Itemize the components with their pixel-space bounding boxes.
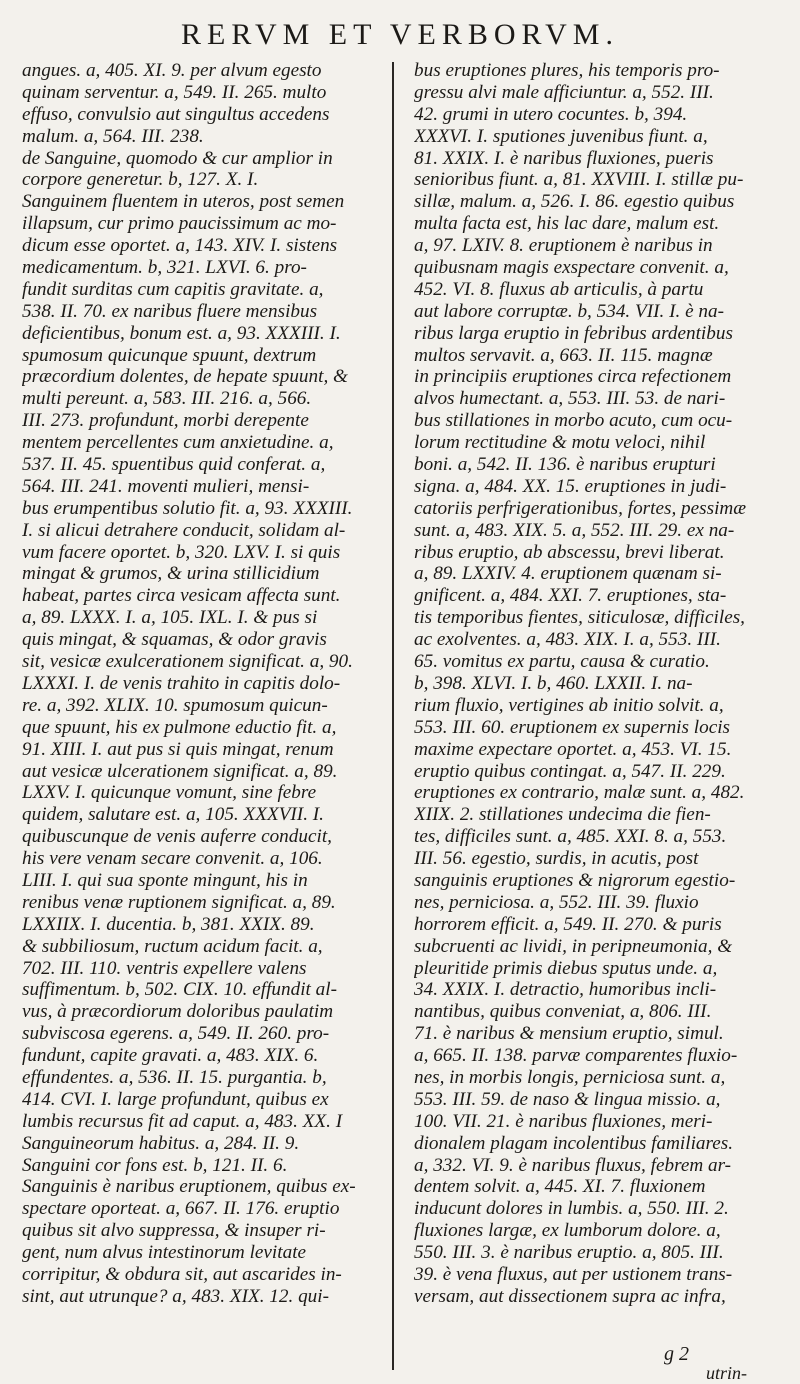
running-title: RERVM ET VERBORVM. [181, 18, 619, 51]
text-line: b, 398. XLVI. I. b, 460. LXXII. I. na- [414, 672, 693, 694]
text-line: gnificent. a, 484. XXI. 7. eruptiones, sta- [414, 585, 727, 607]
text-line: mingat & grumos, & urina stillicidium [22, 563, 320, 585]
text-line: versam, aut dissectionem supra ac infra, [414, 1285, 726, 1307]
text-line: in principiis eruptiones circa refectionem [414, 366, 732, 388]
text-line: gent, num alvus intestinorum levitate [22, 1242, 307, 1264]
text-line: nes, perniciosa. a, 552. III. 39. fluxio [414, 891, 699, 913]
text-line: quidem, salutare est. a, 105. XXXVII. I. [22, 804, 324, 826]
text-line: 553. III. 59. de naso & lingua missio. a, [414, 1088, 721, 1110]
text-line: Sanguineorum habitus. a, 284. II. 9. [22, 1132, 300, 1154]
text-line: 39. è vena fluxus, aut per ustionem trans- [414, 1263, 733, 1285]
text-line: 414. CVI. I. large profundunt, quibus ex [22, 1088, 329, 1110]
text-line: vus, à præcordiorum doloribus paulatim [22, 1001, 334, 1023]
text-line: re. a, 392. XLIX. 10. spumosum quicun- [22, 694, 328, 716]
text-line: 537. II. 45. spuentibus quid conferat. a, [22, 454, 326, 476]
text-line: corripitur, & obdura sit, aut ascarides in- [22, 1263, 342, 1285]
text-line: 34. XXIX. I. detractio, humoribus incli- [414, 979, 717, 1001]
text-line: spectare oporteat. a, 667. II. 176. eruptio [22, 1198, 340, 1220]
text-line: tis temporibus fientes, siticulosæ, difficiles, [414, 607, 745, 629]
text-line: corpore generetur. b, 127. X. I. [22, 169, 259, 191]
text-line: suffimentum. b, 502. CIX. 10. effundit al- [22, 979, 337, 1001]
text-line: Sanguinis è naribus eruptionem, quibus ex- [22, 1176, 356, 1198]
text-line: illapsum, cur primo paucissimum ac mo- [22, 213, 337, 235]
text-line: que spuunt, his ex pulmone eductio fit. a, [22, 716, 337, 738]
text-line: renibus venæ ruptionem significat. a, 89. [22, 891, 336, 913]
text-line: a, 97. LXIV. 8. eruptionem è naribus in [414, 235, 713, 257]
text-line: spumosum quicunque spuunt, dextrum [22, 344, 317, 366]
text-line: LXXV. I. quicunque vomunt, sine febre [22, 782, 317, 804]
text-line: LIII. I. qui sua sponte mingunt, his in [22, 869, 308, 891]
text-line: LXXXI. I. de venis trahito in capitis dolo- [22, 672, 341, 694]
text-line: 452. VI. 8. fluxus ab articulis, à partu [414, 278, 704, 300]
text-line: medicamentum. b, 321. LXVI. 6. pro- [22, 257, 307, 279]
text-line: 71. è naribus & mensium eruptio, simul. [414, 1023, 724, 1045]
text-line: dentem solvit. a, 445. XI. 7. fluxionem [414, 1176, 706, 1198]
text-line: tes, difficiles sunt. a, 485. XXI. 8. a, 553. [414, 826, 727, 848]
text-line: de Sanguine, quomodo & cur amplior in [22, 147, 333, 169]
text-line: & subbiliosum, ructum acidum facit. a, [22, 935, 323, 957]
text-line: 42. grumi in utero cocuntes. b, 394. [414, 103, 688, 125]
text-line: vum facere oportet. b, 320. LXV. I. si quis [22, 541, 341, 563]
text-line: quibuscunque de venis auferre conducit, [22, 826, 332, 848]
text-line: a, 332. VI. 9. è naribus fluxus, febrem ar- [414, 1154, 732, 1176]
text-line: præcordium dolentes, de hepate spuunt, & [22, 366, 348, 388]
text-line: pleuritide primis diebus sputus unde. a, [414, 957, 718, 979]
text-line: bus eruptiones plures, his temporis pro- [414, 60, 720, 81]
text-line: Sanguini cor fons est. b, 121. II. 6. [22, 1154, 288, 1176]
text-line: sit, vesicæ exulcerationem significat. a, 90. [22, 651, 353, 673]
text-line: aut labore corruptæ. b, 534. VII. I. è na- [414, 300, 724, 322]
text-line: Sanguinem fluentem in uteros, post semen [22, 191, 345, 213]
text-line: senioribus fiunt. a, 81. XXVIII. I. stillæ pu- [414, 169, 744, 191]
text-line: malum. a, 564. III. 238. [22, 125, 204, 147]
text-line: XXXVI. I. sputiones juvenibus fiunt. a, [414, 125, 708, 147]
text-line: XIIX. 2. stillationes undecima die fien- [414, 804, 711, 826]
text-line: sillæ, malum. a, 526. I. 86. egestio quibus [414, 191, 735, 213]
text-line: nantibus, quibus conveniat, a, 806. III. [414, 1001, 712, 1023]
text-line: gressu alvi male afficiuntur. a, 552. III. [414, 81, 714, 103]
text-line: deficientibus, bonum est. a, 93. XXXIII. I. [22, 322, 341, 344]
column-divider [392, 62, 394, 1370]
text-line: 65. vomitus ex partu, causa & curatio. [414, 651, 710, 673]
catchword: utrin- [706, 1363, 748, 1383]
left-column [22, 60, 380, 1308]
text-line: sint, aut utrunque? a, 483. XIX. 12. qui- [22, 1285, 329, 1307]
text-line: catoriis perfrigerationibus, fortes, pessimæ [414, 497, 747, 519]
text-line: dicum esse oportet. a, 143. XIV. I. sistens [22, 235, 338, 257]
text-line: horrorem efficit. a, 549. II. 270. & puris [414, 913, 722, 935]
text-line: I. si alicui detrahere conducit, solidam al- [22, 519, 346, 541]
text-line: effuso, convulsio aut singultus accedens [22, 103, 330, 125]
text-line: quibus sit alvo suppressa, & insuper ri- [22, 1220, 326, 1242]
text-line: eruptio quibus contingat. a, 547. II. 229. [414, 760, 726, 782]
text-line: bus stillationes in morbo acuto, cum ocu- [414, 410, 733, 432]
text-line: his vere venam secare convenit. a, 106. [22, 848, 323, 870]
text-line: 702. III. 110. ventris expellere valens [22, 957, 307, 979]
text-line: subcruenti ac lividi, in peripneumonia, & [414, 935, 733, 957]
text-line: lumbis recursus fit ad caput. a, 483. XX. I [22, 1110, 343, 1132]
text-line: 91. XIII. I. aut pus si quis mingat, renum [22, 738, 334, 760]
text-line: ribus larga eruptio in febribus ardentibus [414, 322, 733, 344]
text-line: a, 89. LXXIV. 4. eruptionem quænam si- [414, 563, 722, 585]
text-line: subviscosa egerens. a, 549. II. 260. pro- [22, 1023, 330, 1045]
signature-mark: g 2 [664, 1343, 689, 1365]
text-line: quinam serventur. a, 549. II. 265. multo [22, 81, 327, 103]
text-line: multos servavit. a, 663. II. 115. magnæ [414, 344, 713, 366]
text-line: boni. a, 542. II. 136. è naribus erupturi [414, 454, 716, 476]
text-line: angues. a, 405. XI. 9. per alvum egesto [22, 60, 322, 81]
text-line: quis mingat, & squamas, & odor gravis [22, 629, 327, 651]
text-line: sanguinis eruptiones & nigrorum egestio- [414, 869, 736, 891]
text-line: LXXIIX. I. ducentia. b, 381. XXIX. 89. [22, 913, 315, 935]
text-line: effundentes. a, 536. II. 15. purgantia. b, [22, 1066, 327, 1088]
text-line: 538. II. 70. ex naribus fluere mensibus [22, 300, 318, 322]
text-line: maxime expectare oportet. a, 453. VI. 15. [414, 738, 732, 760]
text-line: 553. III. 60. eruptionem ex supernis locis [414, 716, 731, 738]
text-line: III. 273. profundunt, morbi derepente [22, 410, 309, 432]
text-line: aut vesicæ ulcerationem significat. a, 89. [22, 760, 338, 782]
text-line: 550. III. 3. è naribus eruptio. a, 805. III. [414, 1242, 724, 1264]
text-line: inducunt dolores in lumbis. a, 550. III. 2. [414, 1198, 729, 1220]
text-line: quibusnam magis exspectare convenit. a, [414, 257, 729, 279]
text-line: a, 89. LXXX. I. a, 105. IXL. I. & pus si [22, 607, 318, 629]
text-line: sunt. a, 483. XIX. 5. a, 552. III. 29. ex na- [414, 519, 735, 541]
text-line: nes, in morbis longis, perniciosa sunt. a, [414, 1066, 726, 1088]
right-column [414, 60, 772, 1308]
text-line: habeat, partes circa vesicam affecta sunt. [22, 585, 341, 607]
text-line: fundunt, capite gravati. a, 483. XIX. 6. [22, 1045, 319, 1067]
text-line: 564. III. 241. moventi mulieri, mensi- [22, 475, 310, 497]
text-line: 81. XXIX. I. è naribus fluxiones, pueris [414, 147, 714, 169]
text-line: III. 56. egestio, surdis, in acutis, post [414, 848, 699, 870]
text-line: eruptiones ex contrario, malæ sunt. a, 482. [414, 782, 745, 804]
text-line: bus erumpentibus solutio fit. a, 93. XXXIII. [22, 497, 353, 519]
text-line: alvos humectant. a, 553. III. 53. de nari- [414, 388, 726, 410]
text-line: fluxiones largæ, ex lumborum dolore. a, [414, 1220, 721, 1242]
text-line: multa facta est, his lac dare, malum est. [414, 213, 720, 235]
text-line: rium fluxio, vertigines ab initio solvit. a, [414, 694, 724, 716]
text-line: lorum rectitudine & motu veloci, nihil [414, 432, 706, 454]
text-line: 100. VII. 21. è naribus fluxiones, meri- [414, 1110, 713, 1132]
text-line: a, 665. II. 138. parvæ comparentes fluxio- [414, 1045, 738, 1067]
text-line: dionalem plagam incolentibus familiares. [414, 1132, 734, 1154]
text-line: multi pereunt. a, 583. III. 216. a, 566. [22, 388, 312, 410]
text-line: ac exolventes. a, 483. XIX. I. a, 553. III. [414, 629, 721, 651]
text-line: mentem percellentes cum anxietudine. a, [22, 432, 334, 454]
text-line: signa. a, 484. XX. 15. eruptiones in judi- [414, 475, 727, 497]
text-line: fundit surditas cum capitis gravitate. a, [22, 278, 324, 300]
text-line: ribus eruptio, ab abscessu, brevi liberat. [414, 541, 725, 563]
